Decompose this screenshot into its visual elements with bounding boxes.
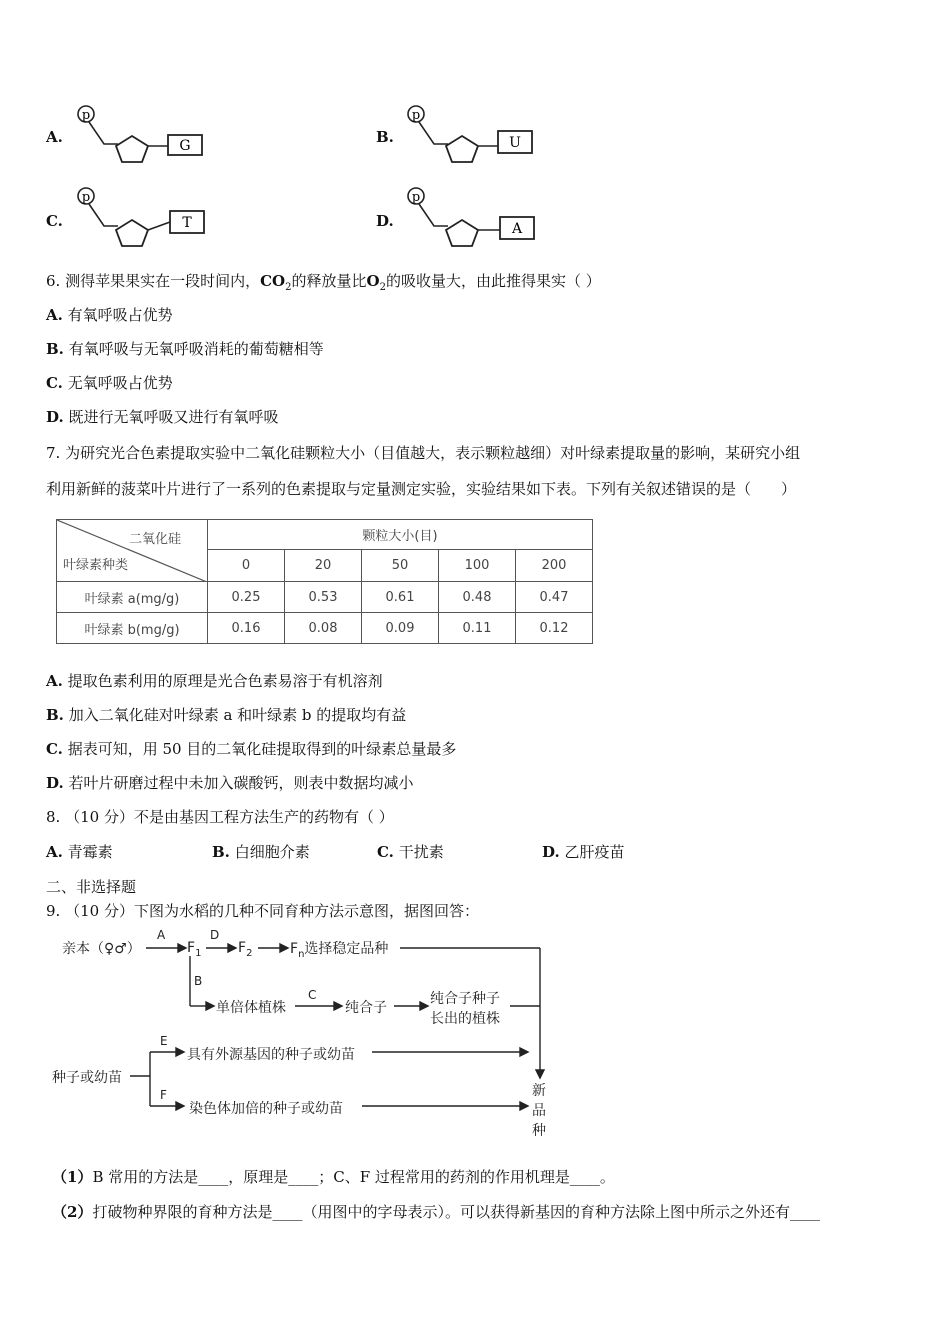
label-e: E <box>160 1034 168 1048</box>
label-a: A <box>157 928 166 942</box>
table-cell: 0.08 <box>285 613 362 644</box>
q6-option-b: B. 有氧呼吸与无氧呼吸消耗的葡萄糖相等 <box>46 340 324 358</box>
option-label: D. <box>376 212 394 230</box>
silica-table <box>56 519 593 644</box>
q6-option-c: C. 无氧呼吸占优势 <box>46 374 173 392</box>
q7-option-d: D. 若叶片研磨过程中未加入碳酸钙，则表中数据均减小 <box>46 774 414 792</box>
q9-sub1: （1）B 常用的方法是____，原理是____；C、F 过程常用的药剂的作用机理是____。 <box>52 1168 615 1186</box>
q6-option-d: D. 既进行无氧呼吸又进行有氧呼吸 <box>46 408 279 426</box>
nucleotide-diagram <box>72 182 212 252</box>
node-doubled: 染色体加倍的种子或幼苗 <box>189 1101 343 1117</box>
label-d: D <box>210 928 220 942</box>
base-letter: T <box>182 215 192 231</box>
q7-option-b: B. 加入二氧化硅对叶绿素 a 和叶绿素 b 的提取均有益 <box>46 706 407 724</box>
table-row <box>57 582 593 613</box>
table-cell: 0.11 <box>439 613 516 644</box>
table-cell: 0.53 <box>285 582 362 613</box>
column-header: 0 <box>208 550 285 582</box>
nucleotide-diagram <box>402 182 542 252</box>
node-foreign: 具有外源基因的种子或幼苗 <box>187 1047 355 1063</box>
label-f: F <box>160 1088 167 1102</box>
table-cell: 0.25 <box>208 582 285 613</box>
table-cell: 0.12 <box>516 613 593 644</box>
q6-stem: 6. 测得苹果果实在一段时间内，$CO_2$的释放量比$O_2$的吸收量大，由此推得果实（ ） <box>46 272 601 293</box>
table-cell: 0.16 <box>208 613 285 644</box>
base-letter: U <box>509 135 521 151</box>
section-heading: 二、非选择题 <box>46 878 137 896</box>
table-row <box>57 613 593 644</box>
option-label: B. <box>376 128 394 146</box>
q9-sub2: （2）打破物种界限的育种方法是____（用图中的字母表示）。可以获得新基因的育种方法除上图中所示之外还有____ <box>52 1203 820 1221</box>
node-new-3: 种 <box>532 1123 546 1139</box>
q8-option-b: B. 白细胞介素 <box>212 843 310 861</box>
q8-option-c: C. 干扰素 <box>377 843 444 861</box>
nucleotide-diagram <box>72 98 212 168</box>
phosphate-label: p <box>81 190 91 205</box>
phosphate-label: p <box>81 108 91 123</box>
column-header: 200 <box>516 550 593 582</box>
row-header: 叶绿素 b(mg/g) <box>57 613 208 644</box>
corner-bottom: 叶绿素种类 <box>63 558 129 573</box>
base-letter: A <box>511 221 523 237</box>
option-label: C. <box>46 212 63 230</box>
column-header: 100 <box>439 550 516 582</box>
label-b: B <box>194 974 203 988</box>
option-label: A. <box>46 128 63 146</box>
column-header: 50 <box>362 550 439 582</box>
node-haploid: 单倍体植株 <box>216 1000 286 1016</box>
node-parent: 亲本（♀♂） <box>62 941 141 957</box>
node-pure-seed-line2: 长出的植株 <box>430 1011 500 1027</box>
phosphate-label: p <box>411 108 421 123</box>
table-cell: 0.09 <box>362 613 439 644</box>
node-pure-seed-line1: 纯合子种子 <box>430 991 500 1007</box>
node-new-1: 新 <box>532 1083 546 1099</box>
label-c: C <box>308 988 317 1002</box>
table-cell: 0.48 <box>439 582 516 613</box>
base-letter: G <box>179 138 191 154</box>
q7-option-a: A. 提取色素利用的原理是光合色素易溶于有机溶剂 <box>46 672 383 690</box>
q9-stem: 9. （10 分）下图为水稻的几种不同育种方法示意图，据图回答： <box>46 902 479 920</box>
nucleotide-diagram <box>402 98 542 168</box>
node-fn: $F_n$选择稳定品种 <box>290 941 389 960</box>
q6-option-a: A. 有氧呼吸占优势 <box>46 306 173 324</box>
q7-option-c: C. 据表可知，用 50 目的二氧化硅提取得到的叶绿素总量最多 <box>46 740 457 758</box>
q8-option-d: D. 乙肝疫苗 <box>542 843 625 861</box>
q8-option-a: A. 青霉素 <box>46 843 113 861</box>
corner-top: 二氧化硅 <box>129 532 182 547</box>
node-pure: 纯合子 <box>345 1000 387 1016</box>
column-header: 20 <box>285 550 362 582</box>
table-cell: 0.61 <box>362 582 439 613</box>
row-header: 叶绿素 a(mg/g) <box>57 582 208 613</box>
node-seed: 种子或幼苗 <box>52 1070 122 1086</box>
node-f2: $F_2$ <box>238 940 253 959</box>
phosphate-label: p <box>411 190 421 205</box>
table-cell: 0.47 <box>516 582 593 613</box>
group-header: 颗粒大小(目) <box>208 520 593 550</box>
node-f1: $F_1$ <box>187 940 202 959</box>
table-corner <box>57 520 208 582</box>
q7-stem-line1: 7. 为研究光合色素提取实验中二氧化硅颗粒大小（目值越大，表示颗粒越细）对叶绿素提取量的影响，某研究小组 <box>46 444 801 462</box>
q8-stem: 8. （10 分）不是由基因工程方法生产的药物有（ ） <box>46 808 394 826</box>
q7-stem-line2: 利用新鲜的菠菜叶片进行了一系列的色素提取与定量测定实验，实验结果如下表。下列有关叙述错误的是（ ） <box>46 480 797 498</box>
node-new-2: 品 <box>532 1103 546 1119</box>
